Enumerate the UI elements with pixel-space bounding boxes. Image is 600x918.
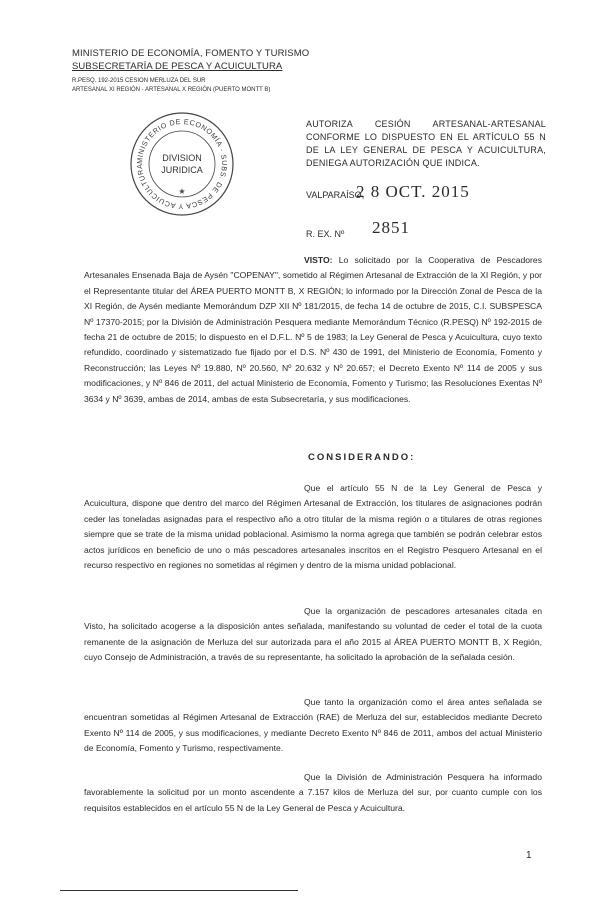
visto-label: VISTO: (304, 255, 333, 265)
considerando-4 (84, 770, 542, 816)
stamp-line-1: DIVISION (162, 153, 202, 163)
considerando-1 (84, 481, 542, 573)
footer-rule (60, 890, 298, 891)
considerando-2 (84, 604, 542, 666)
reference-line-1: R.PESQ. 192-2015 CESION MERLUZA DEL SUR (72, 78, 206, 84)
considerando-3 (84, 695, 542, 757)
svg-text:★: ★ (178, 187, 186, 196)
considerando-4-lead: Que la División de Administración Pesquera ha (304, 772, 499, 782)
considerando-2-text: citada en Visto, ha solicitado acogerse a la disposición antes señalada, manifestando su voluntad de ceder el total de la cuota remanente de la asignación de Merluza del sur autorizada para el año 2015 al ÁREA PUERTO MONTT B, X Región, cuyo Consejo de Administración, a través de su representante, ha solicitado la aprobación de la señalada cesión. (84, 606, 542, 663)
considerando-3-text: señalada se encuentran sometidas al Régimen Artesanal de Extracción (RAE) de Merluza del sur, establecidos mediante Decreto Exento Nº 114 de 2005, y sus modificaciones, y mediante Decreto Exento Nº 846 de 2011, ambos del actual Ministerio de Economía, Fomento y Turismo, respectivamente. (84, 697, 542, 754)
ministry-name: MINISTERIO DE ECONOMÍA, FOMENTO Y TURISMO (72, 48, 310, 59)
stamp-seal-icon (128, 110, 236, 218)
considerando-4-text: informado favorablemente la solicitud por un monto ascendente a 7.157 kilos de Merluza del sur, por cuanto cumple con los requisitos establecidos en el artículo 55 N de la Ley General de Pesca y Acuicultura. (84, 772, 542, 813)
stamp-ring-text: MINISTERIO DE ECONOMÍA · SUBS. DE PESCA Y ACUICULTURA (134, 116, 230, 212)
considerando-heading: CONSIDERANDO: (308, 452, 416, 463)
division-juridica-stamp (128, 110, 236, 218)
place: VALPARAÍSO, (306, 190, 365, 200)
visto-text: Lo solicitado por la Cooperativa de Pescadores Artesanales Ensenada Baja de Aysén "COPENAY", sometido al Régimen Artesanal de Extracción de la XI Región, y por el Representante titular del ÁREA PUERTO MONTT B, X REGIÓN; lo informado por la Dirección Zonal de Pesca de la XI Región, de Aysén mediante Memorándum DZP XII Nº 181/2015, de fecha 14 de octubre de 2015, C.I. SUBSPESCA Nº 17370-2015; por la División de Administración Pesquera mediante Memorándum Técnico (R.PESQ) Nº 192-2015 de fecha 21 de octubre de 2015; lo dispuesto en el D.F.L. Nº 5 de 1983; la Ley General de Pesca y Acuicultura, cuyo texto refundido, coordinado y sistematizado fue fijado por el D.S. Nº 430 de 1991, del Ministerio de Economía, Fomento y Reconstrucción; las Leyes Nº 19.880, Nº 20.560, Nº 20.632 y Nº 20.657; el Decreto Exento Nº 114 de 2005 y sus modificaciones, y Nº 846 de 2011, del actual Ministerio de Economía, Fomento y Turismo; las Resoluciones Exentas Nº 3634 y Nº 3639, ambas de 2014, ambas de esta Subsecretaría, y sus modificaciones. (84, 255, 542, 404)
page-number: 1 (526, 850, 532, 861)
considerando-2-lead: Que la organización de pescadores artesanales (304, 606, 500, 616)
stamped-date: 2 8 OCT. 2015 (356, 182, 470, 201)
reference-line-2: ARTESANAL XI REGIÓN - ARTESANAL X REGIÓN (PUERTO MONTT B) (72, 87, 271, 93)
visto-paragraph (84, 253, 542, 407)
resolution-number: 2851 (372, 218, 410, 237)
subsecretaria-name: SUBSECRETARÍA DE PESCA Y ACUICULTURA (72, 61, 283, 72)
stamp-line-2: JURIDICA (161, 165, 203, 175)
considerando-1-lead: Que el artículo 55 N de la Ley General de Pesca y (304, 483, 542, 493)
considerando-1-text: Acuicultura, dispone que dentro del marco del Régimen Artesanal de Extracción, los titulares de asignaciones podrán ceder las toneladas asignadas para el respectivo año a otro titular de la misma región o a titulares de otras regiones siempre que se trate de la misma unidad poblacional. Asimismo la norma agrega que también se podrán celebrar estos actos jurídicos en beneficio de uno o más pescadores artesanales inscritos en el Registro Pesquero Artesanal en el recurso respectivo en regiones no sometidas al régimen y dentro de la misma unidad poblacional. (84, 498, 542, 571)
considerando-3-lead: Que tanto la organización como el área antes (304, 697, 490, 707)
resolution-title: AUTORIZA CESIÓN ARTESANAL-ARTESANAL CONFORME LO DISPUESTO EN EL ARTÍCULO 55 N DE LA LEY GENERAL DE PESCA Y ACUICULTURA, DENIEGA AUTORIZACIÓN QUE INDICA. (306, 119, 546, 168)
resolution-label: R. EX. Nº (306, 229, 345, 239)
